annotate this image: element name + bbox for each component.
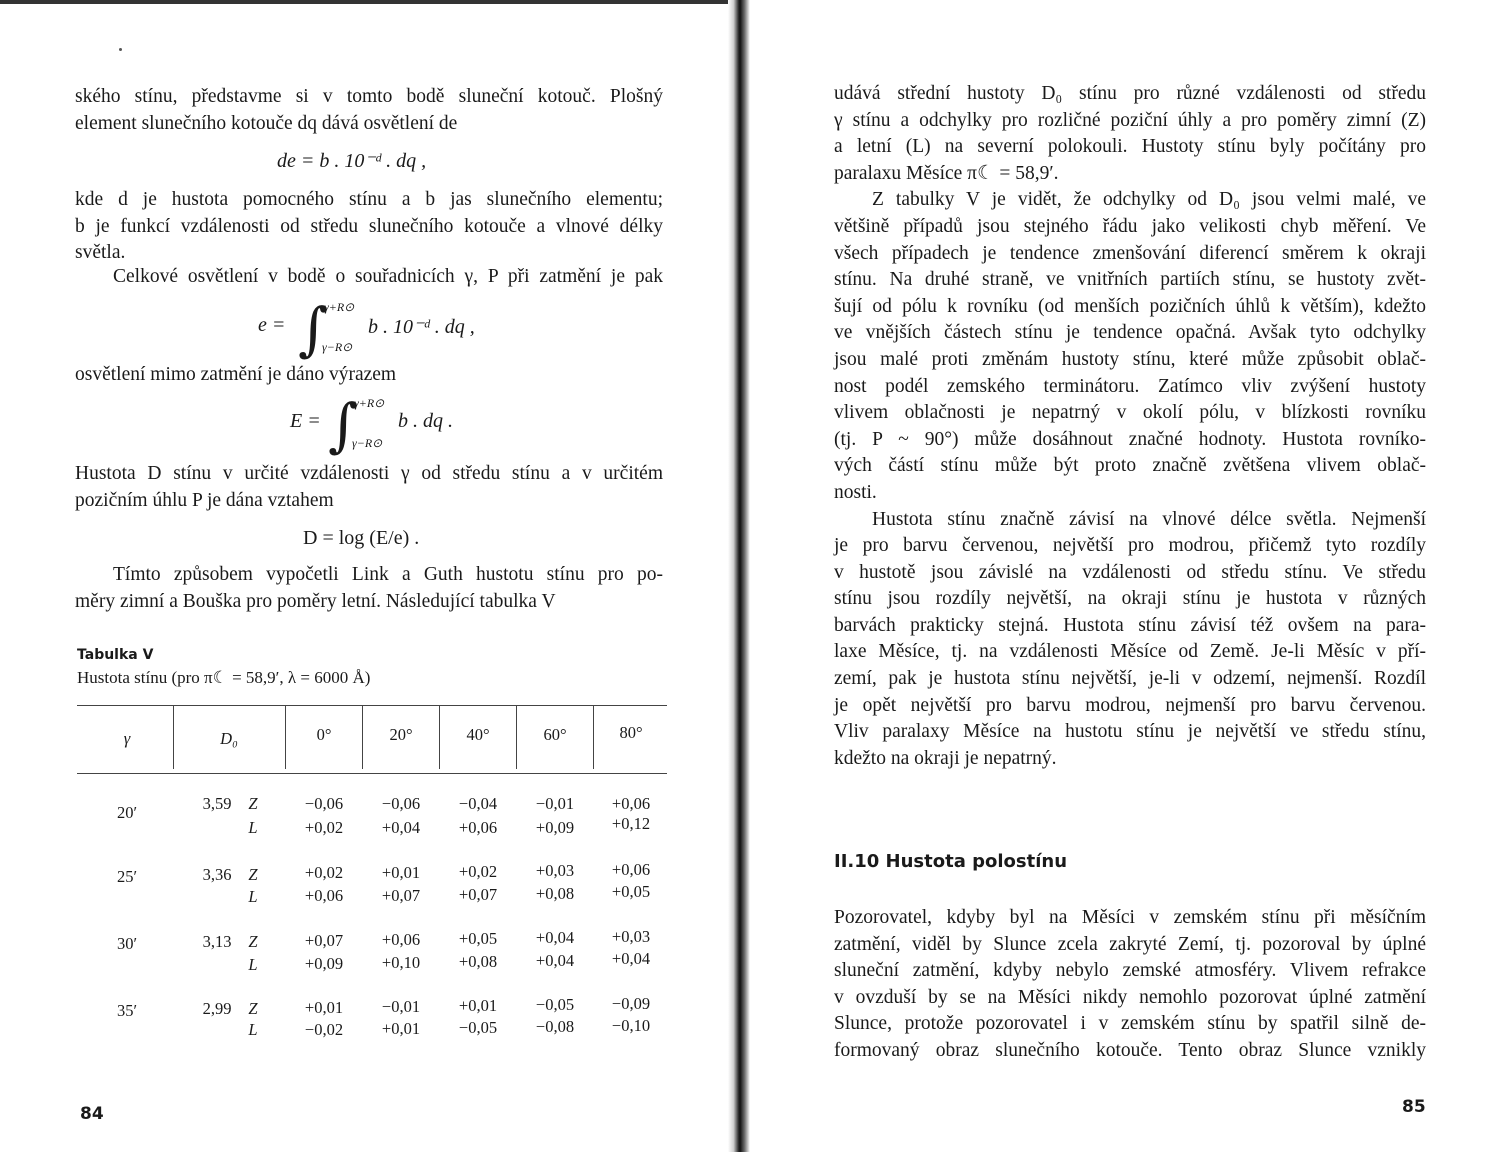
text-line: Tímto způsobem vypočetli Link a Guth hustotu stínu pro po-	[113, 564, 663, 585]
table-value: +0,02	[304, 818, 344, 837]
text-line: v hustotě jsou závislé na vzdálenosti od středu stínu. Ve středu	[834, 561, 1426, 583]
table-header-cell: 20°	[389, 725, 413, 744]
table-gamma: 25′	[116, 867, 138, 886]
table-value: −0,05	[458, 1018, 498, 1037]
table-value: +0,05	[458, 929, 498, 948]
table-value: +0,02	[458, 862, 498, 881]
integral-lower-limit: γ−R⊙	[322, 340, 353, 354]
text-line: je pro barvu červenou, největší pro modrou, přičemž tyto rozdíly	[834, 535, 1426, 557]
integral-sign: ∫	[328, 391, 359, 459]
table-value: +0,12	[611, 814, 651, 833]
table-header-cell: 0°	[316, 725, 332, 744]
text-line: element slunečního kotouče dq dává osvětlení de	[75, 112, 458, 134]
table-value: +0,07	[458, 885, 498, 904]
table-value: +0,06	[611, 860, 651, 879]
table-value: +0,09	[304, 954, 344, 973]
table-value: +0,03	[611, 927, 651, 946]
text-line: vých částí stínu může být proto značně zvětšena vlivem oblač-	[834, 455, 1426, 477]
table-value: +0,06	[458, 818, 498, 837]
left-paragraph-2	[75, 187, 663, 267]
text-line: Slunce, protože pozorovatel i v zemském stínu by spatřil silně de-	[834, 1013, 1426, 1035]
table-value: −0,01	[381, 997, 421, 1016]
table-rule-header	[77, 773, 667, 774]
text-line: všech případech je tendence zmenšování diferencí směrem k okraji	[834, 242, 1426, 264]
table-value: +0,06	[304, 886, 344, 905]
text-line: nost podél zemského terminátoru. Zatímco vliv zvýšení hustoty	[834, 375, 1426, 397]
table-l-label: L	[248, 1020, 258, 1039]
right-paragraph-4	[834, 905, 1426, 1065]
text-line: v ovzduší by se na Měsíci nikdy nemohlo pozorovat úplné zatmění	[834, 986, 1426, 1008]
integral-upper-limit: γ+R⊙	[354, 396, 385, 410]
table-value: −0,08	[535, 1017, 575, 1036]
text-line: pozičním úhlu P je dána vztahem	[75, 489, 334, 511]
left-page	[0, 0, 735, 1152]
table-value: +0,04	[381, 818, 421, 837]
formula-E	[290, 391, 490, 460]
table-value: +0,04	[535, 951, 575, 970]
table-gamma: 30′	[116, 934, 138, 953]
table-col-divider	[362, 705, 363, 769]
table-d0: 3,59	[202, 794, 232, 813]
text-line: Pozorovatel, kdyby byl na Měsíci v zemském stínu při měsíčním	[834, 907, 1426, 928]
text-line: sluneční zatmění, kdyby nebylo zemské atmosféry. Vlivem refrakce	[834, 960, 1426, 982]
text-line: Celkové osvětlení v bodě o souřadnicích γ, P při zatmění je pak	[113, 266, 663, 287]
right-paragraph-1	[834, 81, 1426, 772]
table-header-cell: γ	[123, 729, 131, 748]
text-line: ského stínu, představme si v tomto bodě sluneční kotouč. Plošný	[75, 86, 663, 107]
left-paragraph-4: osvětlení mimo zatmění je dáno výrazem	[75, 364, 397, 385]
text-line: stínu jsou rozdíly největší, na okraji stínu je hustota v různých	[834, 588, 1426, 610]
text-line: nosti.	[834, 481, 877, 503]
text-line: jsou malé proti změnám hustoty stínu, které může způsobit oblač-	[834, 348, 1426, 370]
text-line: Z tabulky V je vidět, že odchylky od D₀ jsou velmi malé, ve	[872, 189, 1426, 211]
table-z-label: Z	[248, 794, 258, 813]
text-line: světla.	[75, 242, 126, 264]
page-number-right: 85	[1402, 1097, 1426, 1117]
table-value: −0,06	[381, 794, 421, 813]
table-header-cell: D₀	[220, 729, 238, 748]
table-value: +0,07	[381, 886, 421, 905]
text-line: b je funkcí vzdálenosti od středu slunečního kotouče a vlnové délky	[75, 215, 663, 237]
section-heading: II.10 Hustota polostínu	[834, 851, 1068, 872]
text-line: kdežto na okraji je nepatrný.	[834, 747, 1057, 769]
table-col-divider	[593, 705, 594, 769]
integral-sign: ∫	[298, 295, 329, 363]
table-value: −0,10	[611, 1016, 651, 1035]
text-line: udává střední hustoty D₀ stínu pro různé vzdálenosti od středu	[834, 83, 1426, 104]
formula-lhs: e =	[258, 314, 286, 336]
text-line: měry zimní a Bouška pro poměry letní. Následující tabulka V	[75, 590, 556, 612]
table-value: +0,09	[535, 818, 575, 837]
table-value: −0,04	[458, 794, 498, 813]
table-value: −0,05	[535, 995, 575, 1014]
text-line: γ stínu a odchylky pro rozličné poziční úhly a pro poměry zimní (Z)	[834, 109, 1426, 131]
table-value: −0,09	[611, 994, 651, 1013]
table-l-label: L	[248, 955, 258, 974]
text-line: ve vnějších částech stínu je tendence opačná. Avšak tyto odchylky	[834, 322, 1426, 344]
table-col-divider	[516, 705, 517, 769]
table-value: +0,02	[304, 863, 344, 882]
table-value: +0,06	[381, 930, 421, 949]
table-value: +0,01	[458, 996, 498, 1015]
table-l-label: L	[248, 887, 258, 906]
text-line: je opět největší pro barvu modrou, nejmenší pro barvu červenou.	[834, 694, 1426, 716]
table-value: +0,08	[458, 952, 498, 971]
text-line: šují od pólu k rovníku (od menších pozičních úhlů k větším), kdežto	[834, 295, 1426, 317]
table-value: +0,06	[611, 794, 651, 813]
table-gamma: 20′	[116, 803, 138, 822]
table-gamma: 35′	[116, 1001, 138, 1020]
table-subtitle: Hustota stínu (pro π☾ = 58,9′, λ = 6000 Å)	[77, 668, 371, 687]
table-value: −0,06	[304, 794, 344, 813]
text-line: a letní (L) na severní polokouli. Hustoty stínu byly počítány pro	[834, 136, 1426, 158]
table-z-label: Z	[248, 999, 258, 1018]
table-value: +0,07	[304, 931, 344, 950]
left-paragraph-6	[75, 562, 663, 615]
text-line: barvách prakticky stejná. Hustota stínu závisí též ovšem na para-	[834, 614, 1426, 636]
table-col-divider	[439, 705, 440, 769]
table-value: −0,01	[535, 794, 575, 813]
table-l-label: L	[248, 818, 258, 837]
table-header-cell: 40°	[466, 725, 490, 744]
formula-de: de = b . 10⁻ᵈ . dq ,	[277, 150, 427, 172]
table-z-label: Z	[248, 932, 258, 951]
text-line: kde d je hustota pomocného stínu a b jas slunečního elementu;	[75, 189, 663, 210]
table-d0: 3,13	[202, 932, 232, 951]
table-value: +0,03	[535, 861, 575, 880]
formula-e	[258, 295, 498, 364]
left-paragraph-1	[75, 84, 663, 137]
text-line: Hustota stínu značně závisí na vlnové délce světla. Nejmenší	[872, 508, 1426, 530]
integral-upper-limit: γ+R⊙	[324, 300, 355, 314]
table-value: +0,05	[611, 882, 651, 901]
table-value: +0,04	[611, 949, 651, 968]
page-number-left: 84	[80, 1104, 104, 1124]
table-value: +0,04	[535, 928, 575, 947]
table-value: +0,08	[535, 884, 575, 903]
formula-body: b . 10⁻ᵈ . dq ,	[368, 316, 475, 338]
text-line: (tj. P ~ 90°) může dosáhnout značné hodnoty. Hustota rovníko-	[834, 428, 1426, 450]
table-col-divider	[173, 705, 174, 769]
density-table	[77, 697, 667, 1067]
table-d0: 2,99	[202, 999, 232, 1018]
text-line: Vliv paralaxy Měsíce na hustotu stínu je největší ve středu stínu,	[834, 721, 1426, 743]
text-line: vlivem oblačnosti je nepatrný v okolí pólu, v blízkosti rovníku	[834, 402, 1426, 424]
text-line: formovaný obraz slunečního kotouče. Tento obraz Slunce vznikly	[834, 1039, 1426, 1061]
table-value: +0,01	[381, 1019, 421, 1038]
formula-lhs: E =	[290, 410, 321, 432]
table-value: +0,01	[381, 863, 421, 882]
text-line: Hustota D stínu v určité vzdálenosti γ od středu stínu a v určitém	[75, 463, 663, 484]
formula-body: b . dq .	[398, 410, 453, 432]
table-value: +0,01	[304, 998, 344, 1017]
table-col-divider	[285, 705, 286, 769]
left-paragraph-5	[75, 461, 663, 514]
table-d0: 3,36	[202, 865, 232, 884]
text-line: paralaxu Měsíce π☾ = 58,9′.	[834, 162, 1059, 184]
left-paragraph-3	[75, 264, 663, 291]
table-header-cell: 60°	[543, 725, 567, 744]
text-line: stínu. Na druhé straně, ve vnitřních partiích stínu, se hustoty zvět-	[834, 269, 1426, 291]
integral-lower-limit: γ−R⊙	[352, 436, 383, 450]
text-line: zatmění, viděl by Slunce zcela zakryté Zemí, tj. pozoroval by úplné	[834, 933, 1426, 955]
table-value: −0,02	[304, 1020, 344, 1039]
formula-D: D = log (E/e) .	[303, 527, 420, 549]
table-header-cell: 80°	[619, 723, 643, 742]
text-line: většině případů jsou stejného řádu jako velikosti chyb měření. Ve	[834, 215, 1426, 237]
table-title: Tabulka V	[77, 647, 154, 663]
table-z-label: Z	[248, 865, 258, 884]
table-rule-top	[77, 705, 667, 706]
text-line: laxe Měsíce, tj. na vzdálenosti Měsíce od Země. Je-li Měsíc v pří-	[834, 641, 1426, 663]
table-value: +0,10	[381, 953, 421, 972]
text-line: zemí, pak je hustota stínu největší, je-li v odzemí, nejmenší. Rozdíl	[834, 668, 1426, 690]
